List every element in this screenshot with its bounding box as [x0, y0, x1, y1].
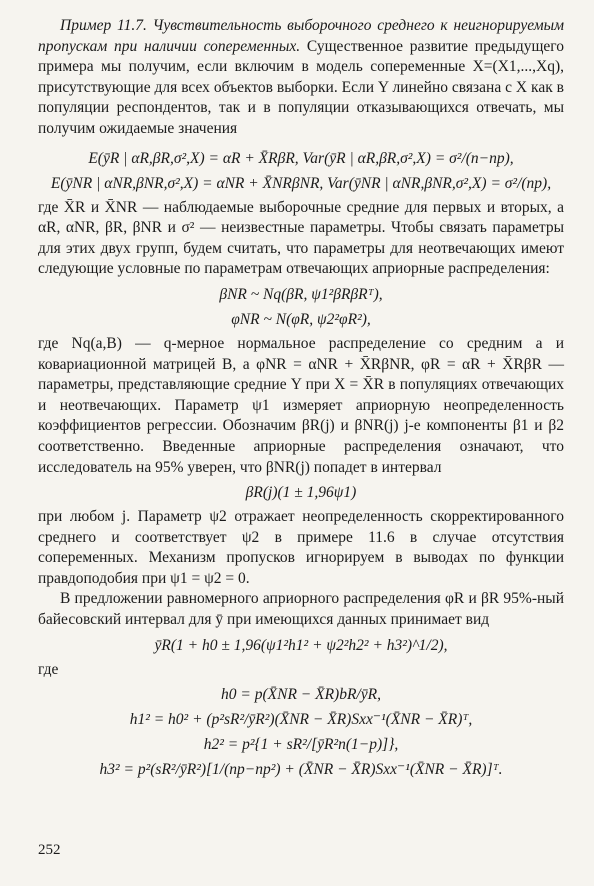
formula-prior-phi: φNR ~ N(φR, ψ2²φR²), [231, 310, 371, 328]
paragraph-bayes-intro: В предложении равномерного априорного распределения φR и βR 95%-ный байесовский интервал для ȳ при имеющихся данных принимает вид [38, 590, 564, 629]
page-number: 252 [38, 842, 61, 858]
example-intro: Существенное развитие предыдущего примера мы получим, если включим в модель сопеременные X=(X1,...,Xq), присутствующие для всех объектов выборки. Если Y линейно связана с X как в популяции респондентов, так и в популяции отказывающихся отвечать, мы получим ожидаемые значения [38, 37, 564, 137]
example-paragraph [38, 16, 564, 140]
paragraph-psi2: при любом j. Параметр ψ2 отражает неопределенность скорректированного среднего и соответствует ψ2 в примере 11.6 в случае отсутствия сопеременных. Механизм пропусков игнорируем в выводах по функции правдоподобия при ψ1 = ψ2 = 0. [38, 508, 564, 587]
formula-h2: h2² = p²{1 + sR²/[ȳR²n(1−p)]}, [203, 736, 399, 754]
paragraph-parameters: где X̄R и X̄NR — наблюдаемые выборочные средние для первых и вторых, а αR, αNR, βR, βNR и σ² — неизвестные параметры. Чтобы связать параметры для этих двух групп, будем считать, что параметры для неотвечающих имеют следующие условные по параметрам отвечающих априорные распределения: [38, 198, 564, 278]
formula-interval: βR(j)(1 ± 1,96ψ1) [245, 484, 357, 502]
formula-expected-respondents: E(ȳR | αR,βR,σ²,X) = αR + X̄RβR, Var(ȳR | αR,βR,σ²,X) = σ²/(n−np), [88, 149, 514, 167]
example-title: Пример 11.7. Чувствительность выборочного среднего к неигнорируемым пропускам при наличии сопеременных. [38, 17, 564, 55]
formula-expected-nonrespondents: E(ȳNR | αNR,βNR,σ²,X) = αNR + X̄NRβNR, Var(ȳNR | αNR,βNR,σ²,X) = σ²/(np), [50, 174, 552, 192]
formula-bayes-interval: ȳR(1 + h0 ± 1,96(ψ1²h1² + ψ2²h2² + h3²)^1/2), [154, 636, 448, 654]
formula-h1: h1² = h0² + (p²sR²/ȳR²)(X̄NR − X̄R)Sxx⁻¹(X̄NR − X̄R)ᵀ, [129, 711, 473, 729]
formula-prior-beta: βNR ~ Nq(βR, ψ1²βRβRᵀ), [219, 285, 383, 303]
where-label: где [38, 660, 59, 678]
formula-h3: h3² = p²(sR²/ȳR²)[1/(np−np²) + (X̄NR − X̄R)Sxx⁻¹(X̄NR − X̄R)]ᵀ. [99, 761, 503, 779]
formula-h0: h0 = p(X̄NR − X̄R)bR/ȳR, [221, 686, 381, 704]
paragraph-prior-explanation: где Nq(a,B) — q-мерное нормальное распределение со средним a и ковариационной матрицей B, а φNR = αNR + X̄RβNR, φR = αR + X̄RβR — параметры, представляющие средние Y при X = X̄R в популяциях отвечающих и неотвечающих. Параметр ψ1 измеряет априорную неопределенность коэффициентов регрессии. Обозначим βR(j) и βNR(j) j-е компоненты β1 и β2 соответственно. Введенные априорные распределения означают, что исследователь на 95% уверен, что βNR(j) попадет в интервал [38, 334, 564, 476]
